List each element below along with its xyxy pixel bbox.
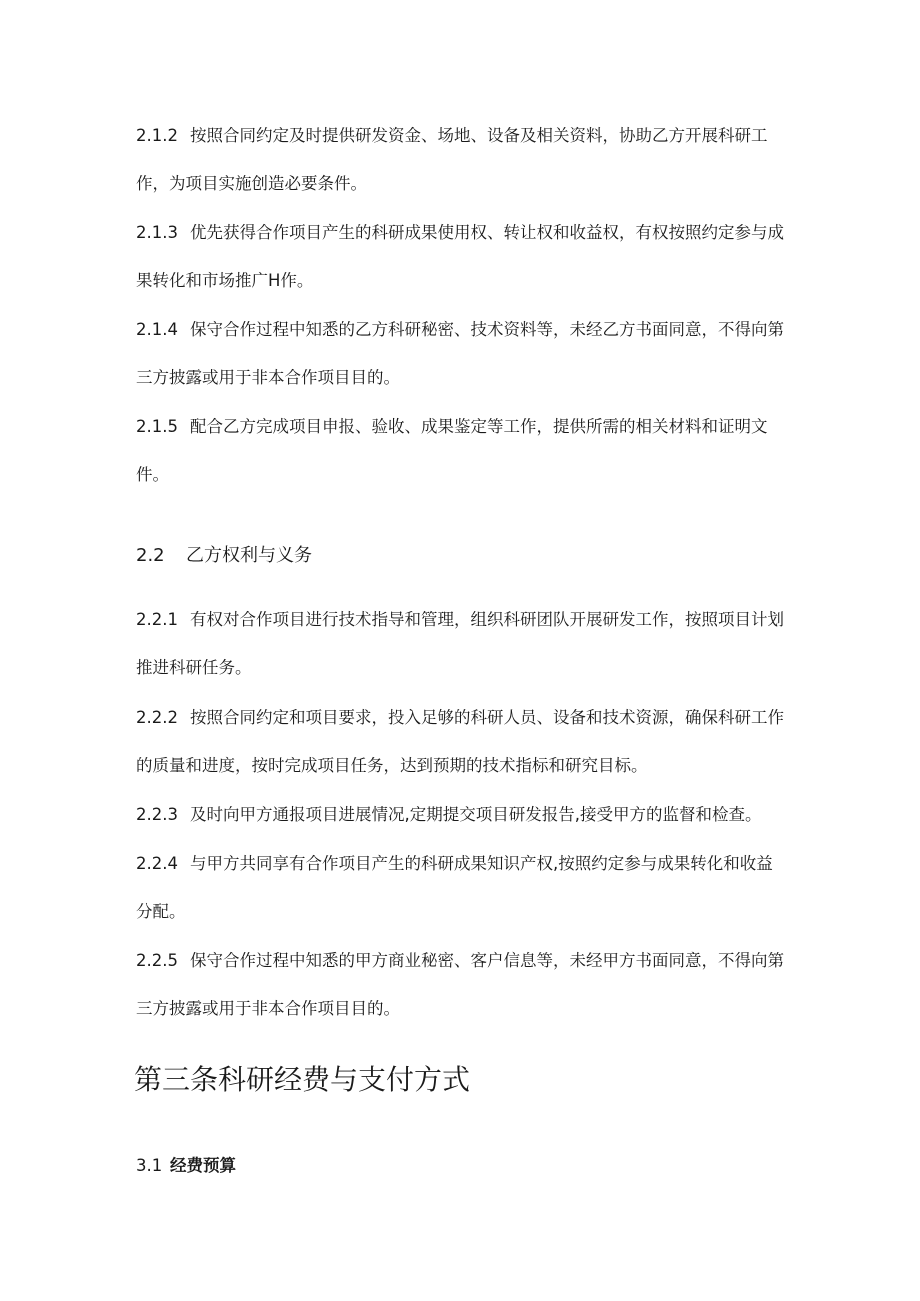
section-title: 经费预算 <box>170 1156 236 1175</box>
clause-number: 2.1.3 <box>136 223 178 242</box>
section-heading-3-1 <box>136 1152 236 1176</box>
clause-2-2-3 <box>136 791 796 839</box>
section-number: 3.1 <box>136 1156 163 1175</box>
clause-text: 与甲方共同享有合作项目产生的科研成果知识产权,按照约定参与成果转化和收益分配。 <box>136 854 773 921</box>
clause-2-1-5 <box>136 403 786 499</box>
clause-2-1-3 <box>136 209 786 305</box>
section-heading-2-2 <box>136 541 312 567</box>
clause-2-2-5 <box>136 937 786 1033</box>
clause-2-1-2 <box>136 112 786 208</box>
clause-text: 优先获得合作项目产生的科研成果使用权、转让权和收益权，有权按照约定参与成果转化和市场推广H作。 <box>136 223 784 290</box>
clause-number: 2.2.1 <box>136 610 178 629</box>
clause-text: 保守合作过程中知悉的甲方商业秘密、客户信息等，未经甲方书面同意，不得向第三方披露或用于非本合作项目目的。 <box>136 951 784 1018</box>
clause-number: 2.2.5 <box>136 951 178 970</box>
clause-number: 2.2.4 <box>136 854 178 873</box>
clause-number: 2.2.3 <box>136 805 178 824</box>
clause-text: 配合乙方完成项目申报、验收、成果鉴定等工作，提供所需的相关材料和证明文件。 <box>136 417 768 484</box>
clause-text: 有权对合作项目进行技术指导和管理，组织科研团队开展研发工作，按照项目计划推进科研任务。 <box>136 610 784 677</box>
section-title: 乙方权利与义务 <box>186 545 312 566</box>
clause-number: 2.2.2 <box>136 708 178 727</box>
clause-number: 2.1.2 <box>136 126 178 145</box>
clause-number: 2.1.4 <box>136 320 178 339</box>
clause-text: 按照合同约定和项目要求，投入足够的科研人员、设备和技术资源，确保科研工作的质量和进度，按时完成项目任务，达到预期的技术指标和研究目标。 <box>136 708 784 775</box>
clause-number: 2.1.5 <box>136 417 178 436</box>
clause-text: 及时向甲方通报项目进展情况,定期提交项目研发报告,接受甲方的监督和检查。 <box>190 805 762 824</box>
clause-2-2-4 <box>136 840 786 936</box>
section-number: 2.2 <box>136 545 165 566</box>
clause-2-1-4 <box>136 306 786 402</box>
clause-2-2-2 <box>136 694 786 790</box>
clause-text: 按照合同约定及时提供研发资金、场地、设备及相关资料，协助乙方开展科研工作，为项目实施创造必要条件。 <box>136 126 768 193</box>
clause-2-2-1 <box>136 596 786 692</box>
article-3-heading: 第三条科研经费与支付方式 <box>134 1063 471 1096</box>
clause-text: 保守合作过程中知悉的乙方科研秘密、技术资料等，未经乙方书面同意，不得向第三方披露或用于非本合作项目目的。 <box>136 320 784 387</box>
